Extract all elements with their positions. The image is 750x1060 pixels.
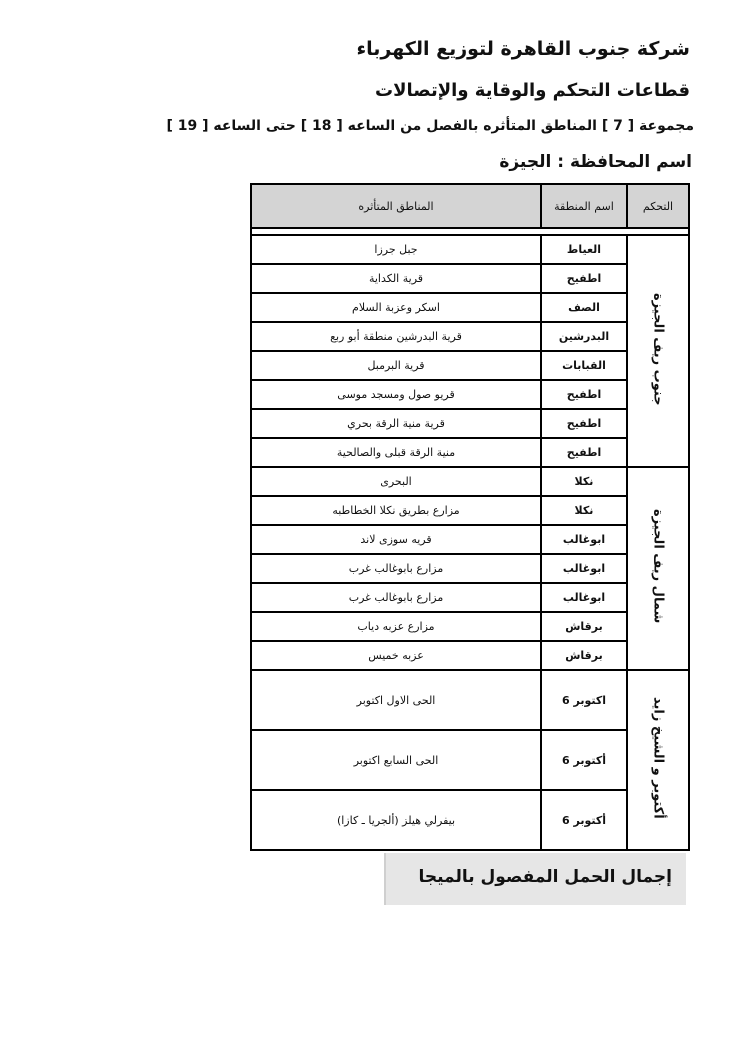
affected-cell: مزارع بطريق نكلا الخطاطبه	[251, 496, 541, 525]
area-cell: أكتوبر 6	[541, 730, 627, 790]
affected-cell: قريه سوزى لاند	[251, 525, 541, 554]
affected-cell: مزارع عزبه دياب	[251, 612, 541, 641]
area-cell: نكلا	[541, 467, 627, 496]
affected-cell: قرية البدرشين منطقة أبو ربع	[251, 322, 541, 351]
affected-cell: مزارع بابوغالب غرب	[251, 554, 541, 583]
affected-cell: قرية الكداية	[251, 264, 541, 293]
area-cell: اطفيح	[541, 438, 627, 467]
column-header-affected: المناطق المتأثره	[251, 184, 541, 228]
table-row	[251, 467, 689, 496]
area-cell: برقاش	[541, 612, 627, 641]
column-header-control: التحكم	[627, 184, 689, 228]
area-cell: ابوغالب	[541, 525, 627, 554]
area-cell: ابوغالب	[541, 554, 627, 583]
area-cell: العياط	[541, 235, 627, 264]
affected-cell: مزارع بابوغالب غرب	[251, 583, 541, 612]
header-gap	[251, 228, 689, 235]
area-cell: اكتوبر 6	[541, 670, 627, 730]
table-row	[251, 496, 689, 525]
control-cell	[627, 467, 689, 670]
company-name: شركة جنوب القاهرة لتوزيع الكهرباء	[356, 38, 690, 60]
table-row	[251, 438, 689, 467]
total-load-box	[384, 853, 686, 905]
table-row	[251, 525, 689, 554]
control-cell	[627, 235, 689, 467]
area-cell: اطفيح	[541, 380, 627, 409]
column-header-area: اسم المنطقة	[541, 184, 627, 228]
affected-cell: منية الرقة قبلى والصالحية	[251, 438, 541, 467]
area-cell: الصف	[541, 293, 627, 322]
table-row	[251, 322, 689, 351]
affected-areas-table	[250, 183, 690, 851]
sector-title: قطاعات التحكم والوقاية والإتصالات	[375, 80, 690, 101]
total-load-label: إجمال الحمل المفصول بالميجا	[418, 867, 672, 887]
table-header-row	[251, 184, 689, 228]
area-cell: أكتوبر 6	[541, 790, 627, 850]
table-row	[251, 583, 689, 612]
affected-cell: الحى الاول اكتوبر	[251, 670, 541, 730]
area-cell: القبابات	[541, 351, 627, 380]
table-row	[251, 641, 689, 670]
table-row	[251, 790, 689, 850]
table-row	[251, 409, 689, 438]
control-cell	[627, 670, 689, 850]
table-row	[251, 264, 689, 293]
affected-cell: جبل جرزا	[251, 235, 541, 264]
table-row	[251, 293, 689, 322]
control-label: أكتوبر و الشيخ زايد	[650, 697, 666, 819]
affected-cell: قريو صول ومسجد موسى	[251, 380, 541, 409]
control-label: شمال ريف الجيزة	[650, 509, 666, 624]
table-row	[251, 380, 689, 409]
affected-cell: البحرى	[251, 467, 541, 496]
table-row	[251, 351, 689, 380]
area-cell: البدرشين	[541, 322, 627, 351]
affected-cell: الحى السابع اكتوبر	[251, 730, 541, 790]
table-row	[251, 235, 689, 264]
group-schedule-line: مجموعة [ 7 ] المناطق المتأثره بالفصل من الساعه [ 18 ] حتى الساعه [ 19 ]	[166, 118, 694, 134]
governorate-line: اسم المحافظة : الجيزة	[499, 152, 692, 172]
area-cell: ابوغالب	[541, 583, 627, 612]
affected-cell: قرية منية الرقة بحري	[251, 409, 541, 438]
control-label: جنوب ريف الجيزة	[650, 292, 666, 406]
affected-cell: قرية البرمبل	[251, 351, 541, 380]
table-row	[251, 612, 689, 641]
area-cell: نكلا	[541, 496, 627, 525]
affected-cell: عزبه خميس	[251, 641, 541, 670]
area-cell: اطفيح	[541, 409, 627, 438]
affected-cell: اسكر وعزبة السلام	[251, 293, 541, 322]
table-row	[251, 554, 689, 583]
area-cell: برقاش	[541, 641, 627, 670]
table-row	[251, 670, 689, 730]
table-row	[251, 730, 689, 790]
area-cell: اطفيح	[541, 264, 627, 293]
affected-cell: بيفرلي هيلز (ألجريا ـ كازا)	[251, 790, 541, 850]
